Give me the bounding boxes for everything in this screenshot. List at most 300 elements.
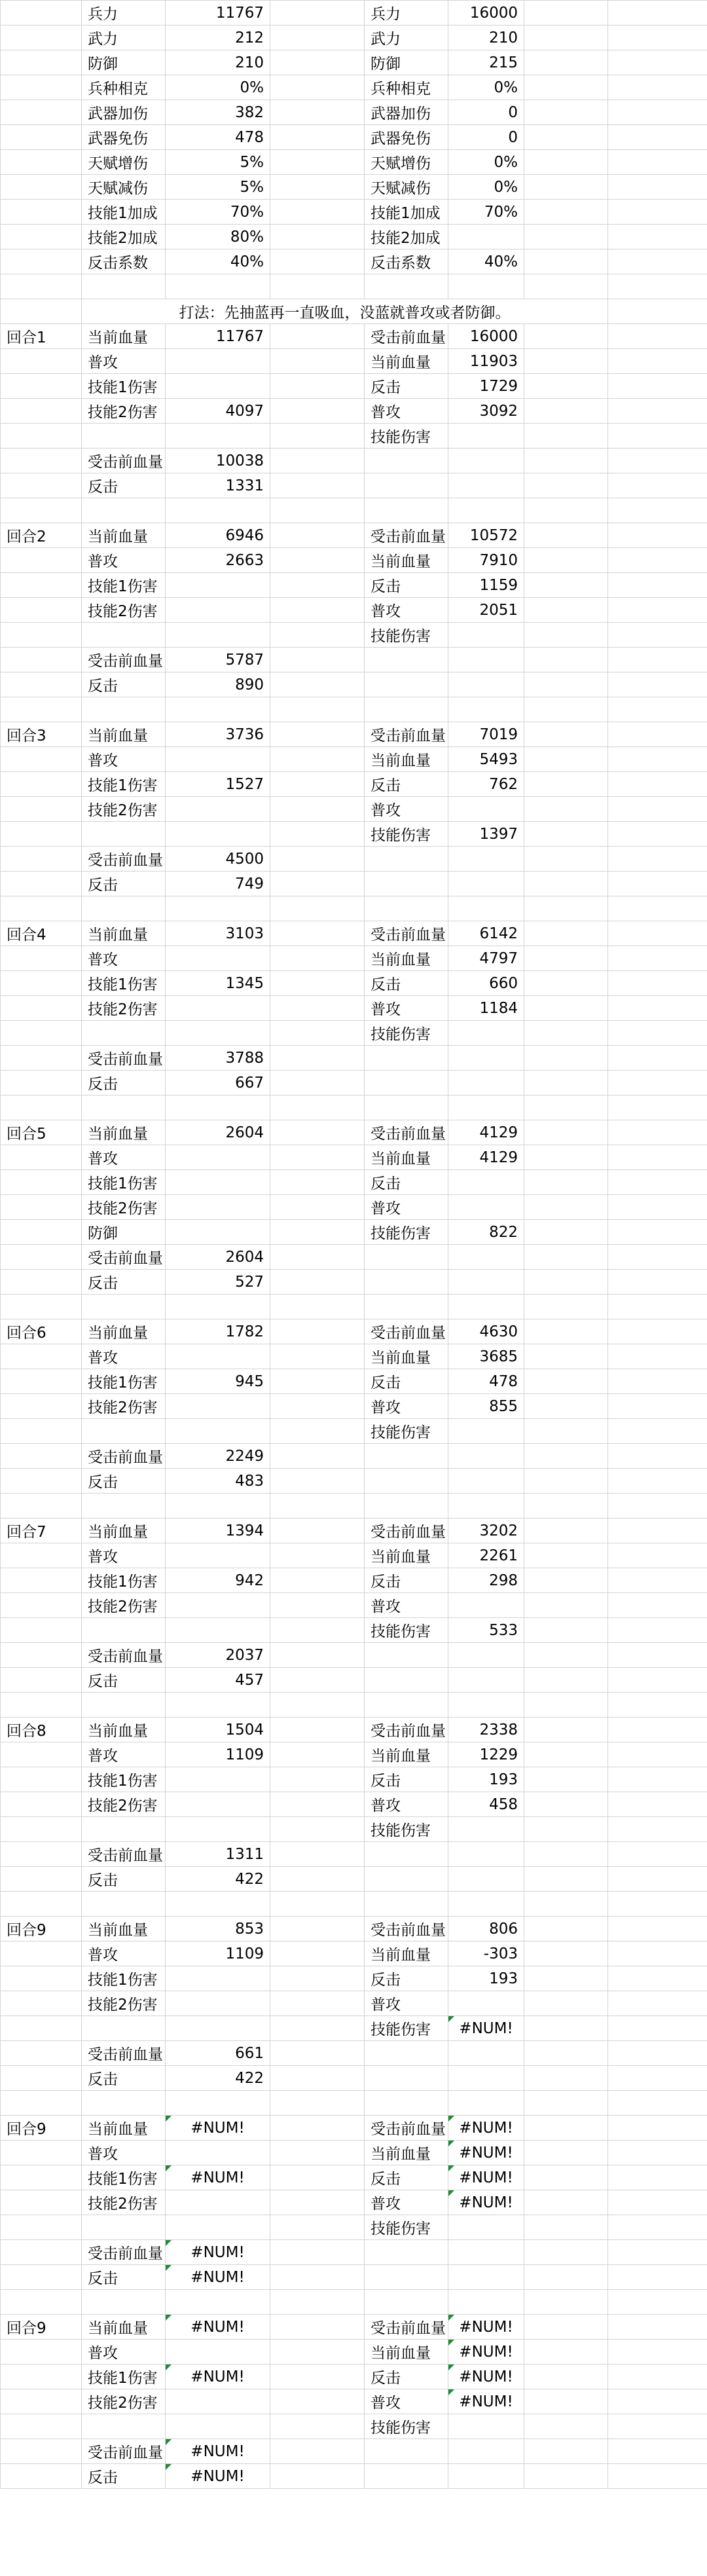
cell[interactable]	[524, 2364, 608, 2389]
round-row-left-label[interactable]: 技能1伤害	[82, 2364, 166, 2389]
round-row-right-value[interactable]: 4129	[448, 1145, 524, 1170]
empty-cell[interactable]	[524, 1295, 608, 1319]
empty-cell[interactable]	[82, 2290, 166, 2315]
cell[interactable]	[1, 1543, 82, 1568]
round-row-right-value[interactable]	[448, 1419, 524, 1444]
empty-cell[interactable]	[82, 1693, 166, 1718]
empty-cell[interactable]	[270, 697, 365, 722]
round-row-left-value[interactable]: 661	[166, 2041, 270, 2066]
round-row-right-value[interactable]: 11903	[448, 349, 524, 374]
round-row-left-value[interactable]	[166, 1145, 270, 1170]
cell[interactable]	[608, 2340, 707, 2364]
cell[interactable]	[608, 2439, 707, 2464]
empty-cell[interactable]	[1, 498, 82, 523]
cell[interactable]	[1, 374, 82, 399]
empty-cell[interactable]	[1, 1095, 82, 1120]
cell[interactable]	[270, 1991, 365, 2016]
stat-right-value[interactable]: 16000	[448, 1, 524, 26]
cell[interactable]	[608, 1344, 707, 1369]
round-row-left-label[interactable]: 技能2伤害	[82, 2190, 166, 2215]
round-row-right-value[interactable]	[448, 1991, 524, 2016]
cell[interactable]	[524, 2464, 608, 2489]
cell[interactable]	[608, 2066, 707, 2091]
cell[interactable]	[270, 946, 365, 971]
cell[interactable]	[270, 2016, 365, 2041]
cell[interactable]	[524, 1071, 608, 1095]
empty-cell[interactable]	[524, 697, 608, 722]
round-row-left-label[interactable]: 当前血量	[82, 1718, 166, 1742]
cell[interactable]	[270, 722, 365, 747]
round-row-right-label[interactable]: 当前血量	[365, 1145, 448, 1170]
cell[interactable]	[270, 1, 365, 26]
stat-right-label[interactable]: 天赋增伤	[365, 150, 448, 175]
round-row-left-value[interactable]: 527	[166, 1270, 270, 1295]
cell[interactable]	[270, 1469, 365, 1494]
round-row-right-label[interactable]	[365, 672, 448, 697]
empty-cell[interactable]	[166, 498, 270, 523]
cell[interactable]	[608, 1419, 707, 1444]
cell[interactable]	[270, 150, 365, 175]
cell[interactable]	[270, 2165, 365, 2190]
cell[interactable]	[524, 822, 608, 847]
cell[interactable]	[524, 399, 608, 424]
cell[interactable]	[608, 2315, 707, 2340]
cell[interactable]	[524, 1170, 608, 1195]
round-row-left-value[interactable]: 945	[166, 1369, 270, 1394]
round-row-right-label[interactable]: 受击前血量	[365, 1319, 448, 1344]
empty-cell[interactable]	[82, 1295, 166, 1319]
round-row-right-value[interactable]: #NUM!	[448, 2141, 524, 2165]
stat-left-value[interactable]: 70%	[166, 200, 270, 225]
cell[interactable]	[1, 1270, 82, 1295]
cell[interactable]	[608, 225, 707, 249]
cell[interactable]	[524, 1991, 608, 2016]
round-row-right-label[interactable]	[365, 1668, 448, 1693]
cell[interactable]	[270, 822, 365, 847]
stat-right-value[interactable]: 0%	[448, 150, 524, 175]
round-row-right-label[interactable]: 技能伤害	[365, 424, 448, 449]
cell[interactable]	[524, 2389, 608, 2414]
cell[interactable]	[1, 75, 82, 100]
empty-cell[interactable]	[270, 896, 365, 921]
round-row-right-value[interactable]: 16000	[448, 324, 524, 349]
cell[interactable]	[524, 1767, 608, 1792]
cell[interactable]	[608, 1568, 707, 1593]
cell[interactable]	[1, 1170, 82, 1195]
round-row-left-value[interactable]	[166, 573, 270, 598]
empty-cell[interactable]	[365, 896, 448, 921]
round-row-right-label[interactable]	[365, 872, 448, 896]
cell[interactable]	[608, 2389, 707, 2414]
empty-cell[interactable]	[448, 274, 524, 299]
round-row-right-label[interactable]: 受击前血量	[365, 523, 448, 548]
cell[interactable]	[524, 772, 608, 797]
cell[interactable]	[608, 2240, 707, 2265]
cell[interactable]	[1, 1991, 82, 2016]
cell[interactable]	[270, 2190, 365, 2215]
cell[interactable]	[1, 1369, 82, 1394]
round-row-left-label[interactable]: 反击	[82, 2464, 166, 2489]
round-row-left-label[interactable]: 受击前血量	[82, 1643, 166, 1668]
round-row-right-label[interactable]: 反击	[365, 2364, 448, 2389]
round-row-left-value[interactable]: 6946	[166, 523, 270, 548]
cell[interactable]	[1, 2215, 82, 2240]
round-row-right-label[interactable]: 受击前血量	[365, 2315, 448, 2340]
strategy-note[interactable]: 打法：先抽蓝再一直吸血，没蓝就普攻或者防御。	[82, 299, 608, 324]
cell[interactable]	[608, 598, 707, 623]
round-row-left-label[interactable]: 普攻	[82, 2340, 166, 2364]
cell[interactable]	[608, 623, 707, 648]
round-row-left-label[interactable]: 技能2伤害	[82, 1792, 166, 1817]
round-row-right-value[interactable]: 478	[448, 1369, 524, 1394]
round-label-cell[interactable]: 回合3	[1, 722, 82, 747]
cell[interactable]	[608, 75, 707, 100]
cell[interactable]	[270, 1668, 365, 1693]
cell[interactable]	[524, 1643, 608, 1668]
round-row-left-label[interactable]: 技能2伤害	[82, 399, 166, 424]
round-row-left-label[interactable]: 反击	[82, 1469, 166, 1494]
cell[interactable]	[608, 299, 707, 324]
cell[interactable]	[524, 1394, 608, 1419]
round-row-right-value[interactable]: 7910	[448, 548, 524, 573]
round-row-right-label[interactable]: 技能伤害	[365, 822, 448, 847]
round-row-left-value[interactable]	[166, 1419, 270, 1444]
round-row-left-value[interactable]	[166, 946, 270, 971]
round-row-left-value[interactable]: 853	[166, 1917, 270, 1941]
round-row-left-label[interactable]: 技能1伤害	[82, 1170, 166, 1195]
cell[interactable]	[270, 797, 365, 822]
cell[interactable]	[608, 672, 707, 697]
cell[interactable]	[270, 1742, 365, 1767]
cell[interactable]	[608, 573, 707, 598]
round-row-right-label[interactable]	[365, 2439, 448, 2464]
stat-left-value[interactable]: 210	[166, 50, 270, 75]
cell[interactable]	[1, 573, 82, 598]
empty-cell[interactable]	[365, 1295, 448, 1319]
stat-left-label[interactable]: 技能1加成	[82, 200, 166, 225]
cell[interactable]	[1, 1742, 82, 1767]
round-row-left-label[interactable]	[82, 1021, 166, 1046]
round-row-left-label[interactable]: 受击前血量	[82, 1245, 166, 1270]
cell[interactable]	[524, 2066, 608, 2091]
empty-cell[interactable]	[524, 1494, 608, 1518]
round-row-right-value[interactable]: 762	[448, 772, 524, 797]
cell[interactable]	[270, 1618, 365, 1643]
round-row-right-label[interactable]	[365, 2265, 448, 2290]
empty-cell[interactable]	[1, 2091, 82, 2116]
cell[interactable]	[1, 249, 82, 274]
cell[interactable]	[1, 2141, 82, 2165]
cell[interactable]	[270, 1917, 365, 1941]
cell[interactable]	[608, 249, 707, 274]
round-row-right-label[interactable]: 当前血量	[365, 1543, 448, 1568]
stat-right-label[interactable]: 兵种相克	[365, 75, 448, 100]
cell[interactable]	[524, 648, 608, 672]
cell[interactable]	[608, 1593, 707, 1618]
empty-cell[interactable]	[608, 1494, 707, 1518]
round-row-right-value[interactable]: 1397	[448, 822, 524, 847]
cell[interactable]	[524, 1469, 608, 1494]
cell[interactable]	[270, 2464, 365, 2489]
cell[interactable]	[524, 1120, 608, 1145]
cell[interactable]	[524, 100, 608, 125]
round-row-left-label[interactable]: 技能1伤害	[82, 971, 166, 996]
cell[interactable]	[270, 2116, 365, 2141]
round-row-left-value[interactable]: 2249	[166, 1444, 270, 1469]
round-label-cell[interactable]: 回合7	[1, 1518, 82, 1543]
empty-cell[interactable]	[608, 1693, 707, 1718]
cell[interactable]	[270, 175, 365, 200]
cell[interactable]	[524, 374, 608, 399]
round-row-left-value[interactable]	[166, 374, 270, 399]
round-row-right-label[interactable]	[365, 1046, 448, 1071]
round-row-left-label[interactable]: 反击	[82, 1668, 166, 1693]
round-label-cell[interactable]: 回合8	[1, 1718, 82, 1742]
cell[interactable]	[608, 648, 707, 672]
round-row-left-value[interactable]: 1311	[166, 1842, 270, 1867]
round-row-left-label[interactable]: 受击前血量	[82, 2240, 166, 2265]
cell[interactable]	[1, 1469, 82, 1494]
cell[interactable]	[270, 399, 365, 424]
round-row-left-label[interactable]: 技能2伤害	[82, 1394, 166, 1419]
cell[interactable]	[524, 971, 608, 996]
round-row-right-value[interactable]	[448, 1817, 524, 1842]
round-row-left-label[interactable]: 普攻	[82, 1344, 166, 1369]
round-row-left-value[interactable]: 2037	[166, 1643, 270, 1668]
empty-cell[interactable]	[270, 2290, 365, 2315]
cell[interactable]	[270, 1792, 365, 1817]
cell[interactable]	[1, 200, 82, 225]
round-row-left-label[interactable]	[82, 424, 166, 449]
round-row-right-value[interactable]: 7019	[448, 722, 524, 747]
round-row-left-value[interactable]	[166, 598, 270, 623]
empty-cell[interactable]	[270, 1693, 365, 1718]
round-row-left-label[interactable]: 技能1伤害	[82, 573, 166, 598]
cell[interactable]	[608, 100, 707, 125]
cell[interactable]	[1, 1145, 82, 1170]
cell[interactable]	[524, 623, 608, 648]
round-row-right-label[interactable]: 当前血量	[365, 1941, 448, 1966]
round-row-left-label[interactable]: 反击	[82, 872, 166, 896]
round-row-right-label[interactable]	[365, 1270, 448, 1295]
round-row-right-value[interactable]	[448, 1046, 524, 1071]
stat-right-value[interactable]: 0	[448, 100, 524, 125]
stat-right-value[interactable]: 215	[448, 50, 524, 75]
round-row-right-label[interactable]: 技能伤害	[365, 1220, 448, 1245]
round-row-left-label[interactable]: 技能1伤害	[82, 1568, 166, 1593]
round-row-right-label[interactable]: 受击前血量	[365, 1718, 448, 1742]
round-row-right-label[interactable]: 普攻	[365, 1394, 448, 1419]
round-row-right-value[interactable]: 3092	[448, 399, 524, 424]
cell[interactable]	[1, 349, 82, 374]
stat-left-value[interactable]: 382	[166, 100, 270, 125]
cell[interactable]	[270, 1344, 365, 1369]
cell[interactable]	[524, 722, 608, 747]
cell[interactable]	[1, 2016, 82, 2041]
cell[interactable]	[270, 26, 365, 50]
cell[interactable]	[270, 1245, 365, 1270]
cell[interactable]	[270, 772, 365, 797]
round-row-left-value[interactable]: 1504	[166, 1718, 270, 1742]
cell[interactable]	[608, 2190, 707, 2215]
round-row-right-label[interactable]: 反击	[365, 374, 448, 399]
cell[interactable]	[524, 2240, 608, 2265]
round-row-left-value[interactable]	[166, 1991, 270, 2016]
round-row-left-value[interactable]	[166, 1543, 270, 1568]
cell[interactable]	[270, 1120, 365, 1145]
round-row-right-value[interactable]	[448, 1195, 524, 1220]
round-row-right-label[interactable]	[365, 1867, 448, 1892]
stat-left-value[interactable]: 5%	[166, 150, 270, 175]
round-row-right-value[interactable]	[448, 2265, 524, 2290]
cell[interactable]	[608, 872, 707, 896]
cell[interactable]	[608, 399, 707, 424]
cell[interactable]	[608, 523, 707, 548]
empty-cell[interactable]	[82, 2091, 166, 2116]
round-row-left-label[interactable]: 技能2伤害	[82, 1593, 166, 1618]
stat-right-value[interactable]: 0%	[448, 75, 524, 100]
empty-cell[interactable]	[448, 1095, 524, 1120]
round-row-right-value[interactable]	[448, 797, 524, 822]
cell[interactable]	[524, 1718, 608, 1742]
round-row-left-label[interactable]: 普攻	[82, 349, 166, 374]
cell[interactable]	[270, 872, 365, 896]
round-row-right-value[interactable]: 2261	[448, 1543, 524, 1568]
cell[interactable]	[524, 672, 608, 697]
cell[interactable]	[1, 125, 82, 150]
empty-cell[interactable]	[608, 697, 707, 722]
round-row-left-value[interactable]: 483	[166, 1469, 270, 1494]
empty-cell[interactable]	[608, 274, 707, 299]
round-row-left-label[interactable]: 当前血量	[82, 722, 166, 747]
round-row-right-value[interactable]	[448, 2464, 524, 2489]
cell[interactable]	[524, 449, 608, 473]
round-row-right-label[interactable]	[365, 1444, 448, 1469]
empty-cell[interactable]	[524, 2091, 608, 2116]
cell[interactable]	[270, 1643, 365, 1668]
empty-cell[interactable]	[608, 1892, 707, 1917]
stat-left-label[interactable]: 防御	[82, 50, 166, 75]
cell[interactable]	[270, 2364, 365, 2389]
cell[interactable]	[1, 1593, 82, 1618]
round-row-left-label[interactable]: 技能1伤害	[82, 772, 166, 797]
empty-cell[interactable]	[82, 498, 166, 523]
empty-cell[interactable]	[166, 1095, 270, 1120]
round-row-right-value[interactable]	[448, 1245, 524, 1270]
round-row-left-value[interactable]: 890	[166, 672, 270, 697]
empty-cell[interactable]	[82, 274, 166, 299]
round-row-left-value[interactable]: 1345	[166, 971, 270, 996]
cell[interactable]	[524, 946, 608, 971]
cell[interactable]	[270, 125, 365, 150]
cell[interactable]	[1, 797, 82, 822]
stat-right-label[interactable]: 技能2加成	[365, 225, 448, 249]
round-row-left-label[interactable]: 普攻	[82, 1543, 166, 1568]
round-row-right-value[interactable]: 3202	[448, 1518, 524, 1543]
round-row-left-label[interactable]: 当前血量	[82, 1518, 166, 1543]
round-row-right-label[interactable]: 当前血量	[365, 1742, 448, 1767]
cell[interactable]	[608, 1319, 707, 1344]
round-row-right-label[interactable]: 反击	[365, 573, 448, 598]
round-row-right-value[interactable]: #NUM!	[448, 2340, 524, 2364]
stat-left-label[interactable]: 技能2加成	[82, 225, 166, 249]
cell[interactable]	[524, 1046, 608, 1071]
cell[interactable]	[1, 1618, 82, 1643]
empty-cell[interactable]	[1, 1892, 82, 1917]
cell[interactable]	[270, 2265, 365, 2290]
cell[interactable]	[270, 1568, 365, 1593]
cell[interactable]	[524, 847, 608, 872]
empty-cell[interactable]	[270, 1295, 365, 1319]
cell[interactable]	[270, 971, 365, 996]
stat-right-label[interactable]: 防御	[365, 50, 448, 75]
empty-cell[interactable]	[524, 896, 608, 921]
round-row-left-value[interactable]	[166, 2190, 270, 2215]
cell[interactable]	[270, 747, 365, 772]
round-row-right-label[interactable]: 普攻	[365, 2389, 448, 2414]
stat-right-label[interactable]: 技能1加成	[365, 200, 448, 225]
cell[interactable]	[608, 996, 707, 1021]
cell[interactable]	[270, 1195, 365, 1220]
round-row-right-value[interactable]: -303	[448, 1941, 524, 1966]
empty-cell[interactable]	[608, 2091, 707, 2116]
cell[interactable]	[270, 1021, 365, 1046]
cell[interactable]	[608, 1742, 707, 1767]
cell[interactable]	[524, 1220, 608, 1245]
stat-left-value[interactable]: 212	[166, 26, 270, 50]
round-row-left-value[interactable]	[166, 1021, 270, 1046]
round-row-left-label[interactable]: 受击前血量	[82, 1444, 166, 1469]
cell[interactable]	[524, 1444, 608, 1469]
round-row-right-value[interactable]: 1229	[448, 1742, 524, 1767]
round-row-right-label[interactable]: 受击前血量	[365, 2116, 448, 2141]
cell[interactable]	[1, 1419, 82, 1444]
stat-left-value[interactable]: 478	[166, 125, 270, 150]
cell[interactable]	[1, 1, 82, 26]
cell[interactable]	[270, 349, 365, 374]
cell[interactable]	[1, 473, 82, 498]
round-row-left-value[interactable]	[166, 1618, 270, 1643]
cell[interactable]	[608, 1220, 707, 1245]
empty-cell[interactable]	[365, 2290, 448, 2315]
cell[interactable]	[524, 424, 608, 449]
cell[interactable]	[270, 1718, 365, 1742]
empty-cell[interactable]	[82, 697, 166, 722]
round-row-right-label[interactable]: 反击	[365, 1170, 448, 1195]
round-row-right-value[interactable]: 2338	[448, 1718, 524, 1742]
round-row-left-value[interactable]: #NUM!	[166, 2439, 270, 2464]
round-row-left-label[interactable]: 普攻	[82, 1742, 166, 1767]
cell[interactable]	[608, 1394, 707, 1419]
cell[interactable]	[1, 847, 82, 872]
cell[interactable]	[1, 822, 82, 847]
empty-cell[interactable]	[1, 2290, 82, 2315]
empty-cell[interactable]	[365, 697, 448, 722]
round-row-right-value[interactable]: 1729	[448, 374, 524, 399]
cell[interactable]	[524, 996, 608, 1021]
round-row-right-label[interactable]: 普攻	[365, 1195, 448, 1220]
cell[interactable]	[1, 548, 82, 573]
round-row-left-value[interactable]: 11767	[166, 324, 270, 349]
round-row-left-label[interactable]: 技能1伤害	[82, 2165, 166, 2190]
round-row-left-value[interactable]	[166, 2016, 270, 2041]
cell[interactable]	[608, 1071, 707, 1095]
cell[interactable]	[1, 1046, 82, 1071]
empty-cell[interactable]	[270, 1494, 365, 1518]
cell[interactable]	[608, 1867, 707, 1892]
cell[interactable]	[270, 523, 365, 548]
round-row-left-label[interactable]: 受击前血量	[82, 1046, 166, 1071]
